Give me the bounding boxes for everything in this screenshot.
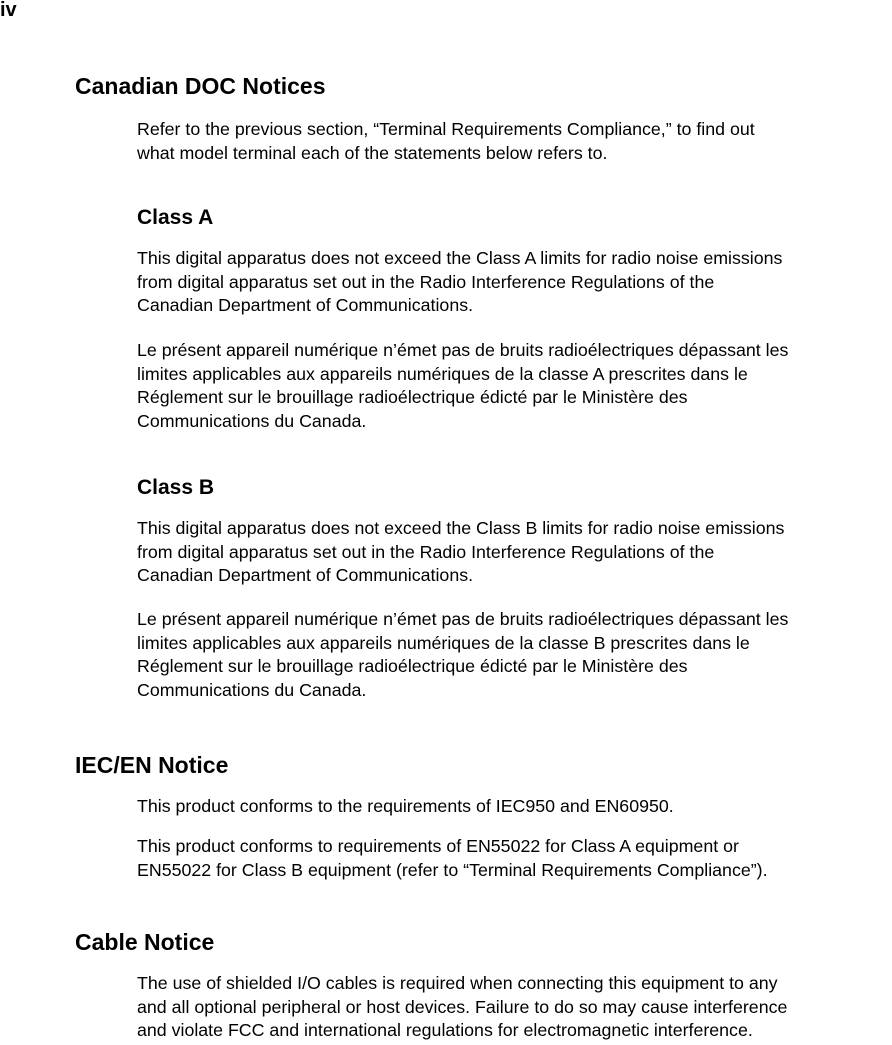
text-line: Refer to the previous section, “Terminal Requirements Compliance,” to find out <box>137 119 755 139</box>
text-line: from digital apparatus set out in the Radio Interference Regulations of the <box>137 541 715 562</box>
text-line: The use of shielded I/O cables is required when connecting this equipment to any <box>137 973 778 993</box>
paragraph-class-b-english <box>137 517 892 588</box>
text-line: Le présent appareil numérique n’émet pas de bruits radioélectriques dépassant les <box>137 609 789 629</box>
text-line: limites applicables aux appareils numériques de la classe B prescrites dans le <box>137 632 750 653</box>
paragraph-iec-en-2 <box>137 835 892 882</box>
text-line: EN55022 for Class B equipment (refer to “Terminal Requirements Compliance”). <box>137 859 768 880</box>
text-line: and violate FCC and international regulations for electromagnetic interference. <box>137 1020 753 1040</box>
text-line: Réglement sur le brouillage radioélectrique édicté par le Ministère des <box>137 656 688 676</box>
text-line: limites applicables aux appareils numériques de la classe A prescrites dans le <box>137 363 748 384</box>
paragraph-iec-en-1 <box>137 795 892 819</box>
text-line: This product conforms to the requirements of IEC950 and EN60950. <box>137 796 674 816</box>
subheading-class-a: Class A <box>137 206 214 229</box>
text-line: Réglement sur le brouillage radioélectrique édicté par le Ministère des <box>137 387 688 407</box>
text-line: Canadian Department of Communications. <box>137 565 474 585</box>
text-line: Communications du Canada. <box>137 679 367 700</box>
paragraph-class-b-french <box>137 608 892 702</box>
section-heading-iec-en: IEC/EN Notice <box>75 752 229 778</box>
paragraph-class-a-french <box>137 339 892 433</box>
text-line: and all optional peripheral or host devices. Failure to do so may cause interference <box>137 996 788 1017</box>
section-heading-canadian-doc: Canadian DOC Notices <box>75 73 326 99</box>
text-line: This digital apparatus does not exceed the Class A limits for radio noise emissions <box>137 248 783 268</box>
text-line: Communications du Canada. <box>137 410 367 431</box>
paragraph-cable-1 <box>137 972 892 1043</box>
text-line: what model terminal each of the statements below refers to. <box>137 142 608 163</box>
page-number: iv <box>0 0 17 21</box>
section-heading-cable: Cable Notice <box>75 929 215 955</box>
text-line: from digital apparatus set out in the Radio Interference Regulations of the <box>137 271 715 292</box>
text-line: Canadian Department of Communications. <box>137 295 474 315</box>
text-line: This product conforms to requirements of EN55022 for Class A equipment or <box>137 836 739 856</box>
paragraph-canadian-doc-intro <box>137 118 892 165</box>
text-line: Le présent appareil numérique n’émet pas de bruits radioélectriques dépassant les <box>137 340 789 360</box>
paragraph-class-a-english <box>137 247 892 318</box>
subheading-class-b: Class B <box>137 476 215 499</box>
text-line: This digital apparatus does not exceed the Class B limits for radio noise emissions <box>137 518 785 538</box>
